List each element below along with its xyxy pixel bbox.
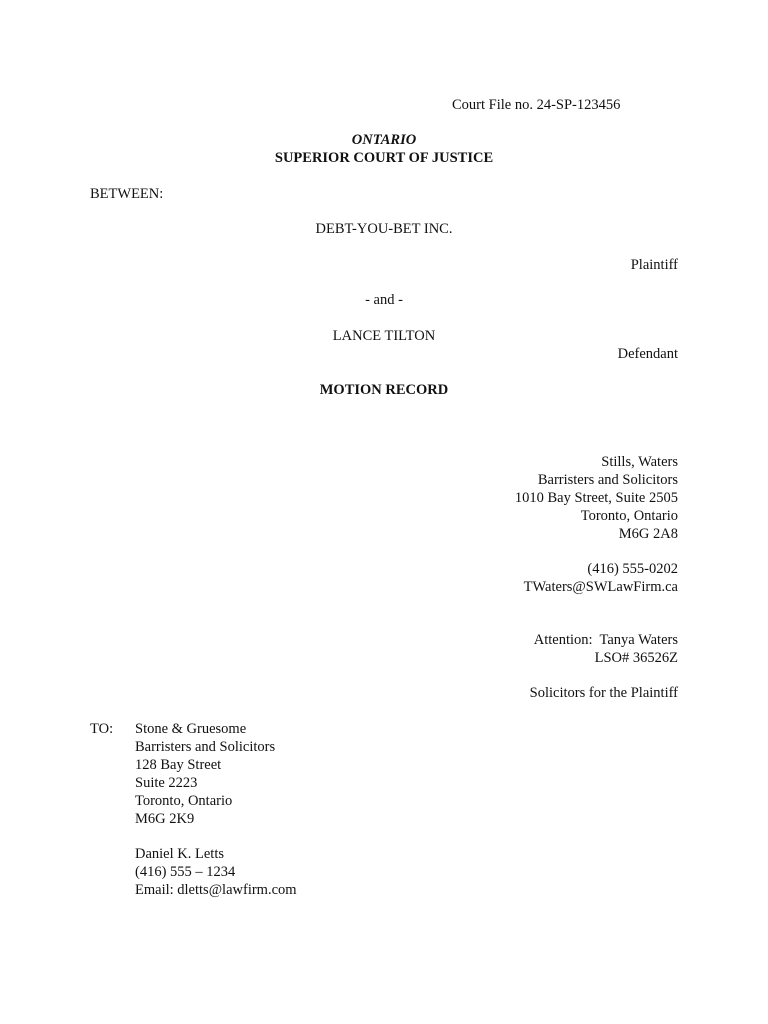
solicitor-firm-type: Barristers and Solicitors	[537, 472, 678, 488]
recipient-address-line2: Suite 2223	[135, 775, 198, 791]
solicitor-lso-number: LSO# 36526Z	[594, 650, 678, 666]
plaintiff-role: Plaintiff	[630, 257, 678, 273]
recipient-contact-name: Daniel K. Letts	[135, 846, 224, 862]
recipient-phone: (416) 555 – 1234	[135, 864, 236, 880]
court-file-number: Court File no. 24-SP-123456	[452, 97, 621, 113]
court-name: SUPERIOR COURT OF JUSTICE	[274, 150, 494, 166]
recipient-firm-type: Barristers and Solicitors	[135, 739, 276, 755]
and-separator: - and -	[365, 292, 403, 308]
document-title: MOTION RECORD	[319, 382, 449, 398]
plaintiff-name: DEBT-YOU-BET INC.	[315, 221, 453, 237]
solicitor-firm: Stills, Waters	[601, 454, 678, 470]
between-label: BETWEEN:	[90, 186, 164, 202]
to-label: TO:	[90, 721, 114, 737]
solicitor-address-line1: 1010 Bay Street, Suite 2505	[514, 490, 678, 506]
defendant-role: Defendant	[617, 346, 678, 362]
defendant-name: LANCE TILTON	[332, 328, 436, 344]
recipient-firm: Stone & Gruesome	[135, 721, 247, 737]
recipient-postal-code: M6G 2K9	[135, 811, 195, 827]
court-jurisdiction: ONTARIO	[351, 132, 417, 148]
solicitor-role: Solicitors for the Plaintiff	[529, 685, 678, 701]
recipient-email: Email: dletts@lawfirm.com	[135, 882, 297, 898]
recipient-block	[135, 720, 297, 899]
solicitor-email: TWaters@SWLawFirm.ca	[523, 579, 678, 595]
plaintiff-solicitor-block	[515, 453, 678, 596]
solicitor-address-line2: Toronto, Ontario	[580, 508, 678, 524]
solicitor-attention: Attention: Tanya Waters	[533, 632, 678, 648]
solicitor-role-block	[530, 684, 678, 702]
spacer	[135, 828, 297, 845]
attention-block	[534, 631, 678, 667]
recipient-address-line3: Toronto, Ontario	[135, 793, 233, 809]
recipient-address-line1: 128 Bay Street	[135, 757, 222, 773]
spacer	[515, 543, 678, 560]
solicitor-phone: (416) 555-0202	[587, 561, 678, 577]
solicitor-postal-code: M6G 2A8	[618, 526, 678, 542]
